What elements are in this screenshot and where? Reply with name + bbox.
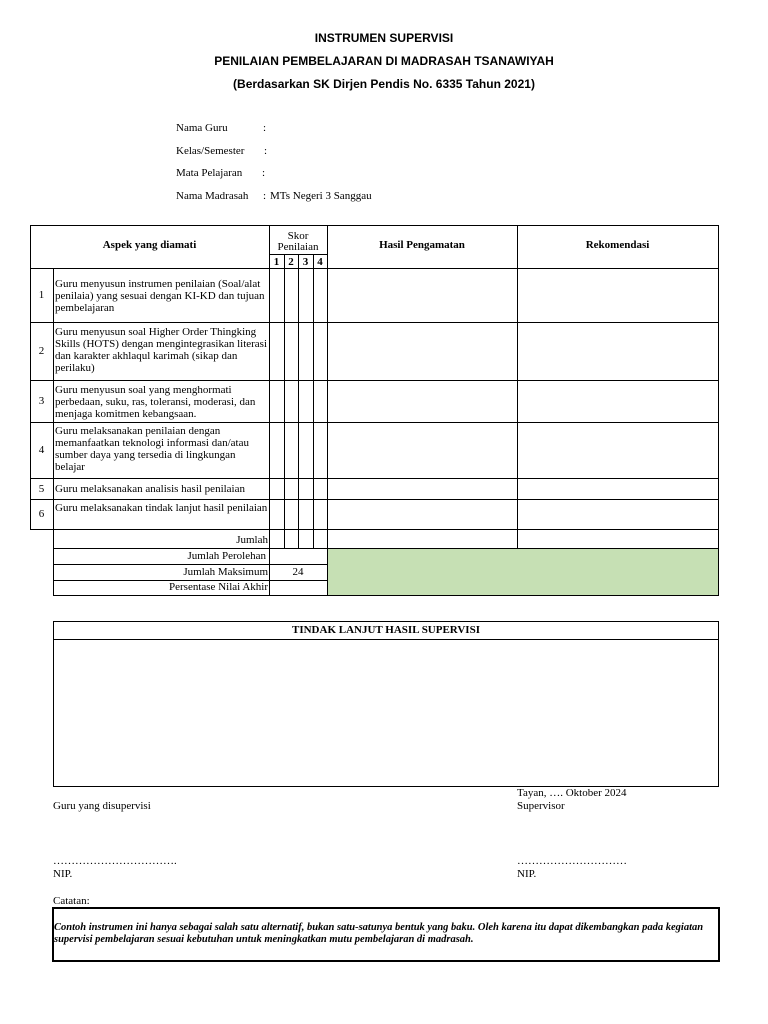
kelas-semester-label: Kelas/Semester (176, 145, 245, 157)
nama-madrasah-label: Nama Madrasah (176, 190, 249, 202)
header-penilaian: Penilaian (277, 241, 319, 253)
left-signature-dots: ……………………………. (53, 855, 177, 867)
left-role: Guru yang disupervisi (53, 800, 151, 812)
row-number: 6 (38, 508, 45, 520)
header-aspek: Aspek yang diamati (102, 239, 197, 251)
row-number: 4 (38, 444, 45, 456)
nip-right: NIP. (517, 868, 537, 880)
score-level-1: 1 (273, 256, 280, 268)
row-aspect-text: Guru menyusun soal Higher Order Thingking Skills (HOTS) dengan mengintegrasikan literasi dan karakter akhlaqul karimah (sikap dan perilaku) (55, 326, 268, 374)
row-aspect-text: Guru melaksanakan penilaian dengan memanfaatkan teknologi informasi dan/atau sumber daya yang tersedia di lingkungan belajar (55, 425, 249, 473)
colon: : (262, 167, 266, 179)
row-number: 3 (38, 395, 45, 407)
mata-pelajaran-label: Mata Pelajaran (176, 167, 243, 179)
header-rekomendasi: Rekomendasi (585, 239, 650, 251)
doc-reference: (Berdasarkan SK Dirjen Pendis No. 6335 Tahun 2021) (233, 77, 535, 91)
date-line: Tayan, …. Oktober 2024 (517, 787, 627, 799)
jumlah-perolehan-label: Jumlah Perolehan (187, 550, 266, 562)
jumlah-label: Jumlah (236, 534, 268, 546)
score-level-3: 3 (302, 256, 309, 268)
row-number: 1 (38, 289, 45, 301)
header-hasil-pengamatan: Hasil Pengamatan (379, 239, 465, 251)
nama-madrasah-value: MTs Negeri 3 Sanggau (270, 190, 372, 202)
nama-guru-label: Nama Guru (176, 122, 228, 134)
catatan-text: Contoh instrumen ini hanya sebagai salah satu alternatif, bukan satu-satunya bentuk yang baku. Oleh karena itu dapat dikembangkan pada kegiatan supervisi pembelajaran sesuai kebutuhan untuk meningkatkan mutu pembelajaran di madrasah. (54, 922, 704, 945)
catatan-label: Catatan: (53, 895, 90, 907)
row-aspect-text: Guru melaksanakan tindak lanjut hasil penilaian (55, 502, 268, 514)
nip-left: NIP. (53, 868, 73, 880)
tindak-lanjut-title: TINDAK LANJUT HASIL SUPERVISI (292, 624, 480, 636)
score-level-2: 2 (288, 256, 294, 268)
colon: : (264, 145, 268, 157)
doc-subtitle: PENILAIAN PEMBELAJARAN DI MADRASAH TSANAWIYAH (214, 54, 554, 68)
summary-fill (328, 549, 718, 595)
score-level-4: 4 (317, 256, 323, 268)
persentase-label: Persentase Nilai Akhir (169, 581, 268, 593)
row-aspect-text: Guru menyusun soal yang menghormati perbedaan, suku, ras, toleransi, moderasi, dan menjaga komitmen kebangsaan. (55, 384, 256, 420)
right-role: Supervisor (517, 800, 565, 812)
row-number: 5 (38, 483, 45, 495)
row-aspect-text: Guru melaksanakan analisis hasil penilaian (55, 483, 245, 495)
right-signature-dots: ………………………… (517, 855, 627, 867)
row-number: 2 (38, 345, 45, 357)
doc-title: INSTRUMEN SUPERVISI (314, 31, 454, 45)
jumlah-maksimum-value: 24 (292, 566, 304, 578)
colon: : (263, 122, 267, 134)
header-skor: Skor (287, 230, 309, 242)
row-aspect-text: Guru menyusun instrumen penilaian (Soal/alat penilaia) yang sesuai dengan KI-KD dan tujuan pembelajaran (55, 278, 265, 314)
colon: : (263, 190, 267, 202)
jumlah-maksimum-label: Jumlah Maksimum (183, 566, 268, 578)
tindak-lanjut-box (53, 621, 719, 787)
